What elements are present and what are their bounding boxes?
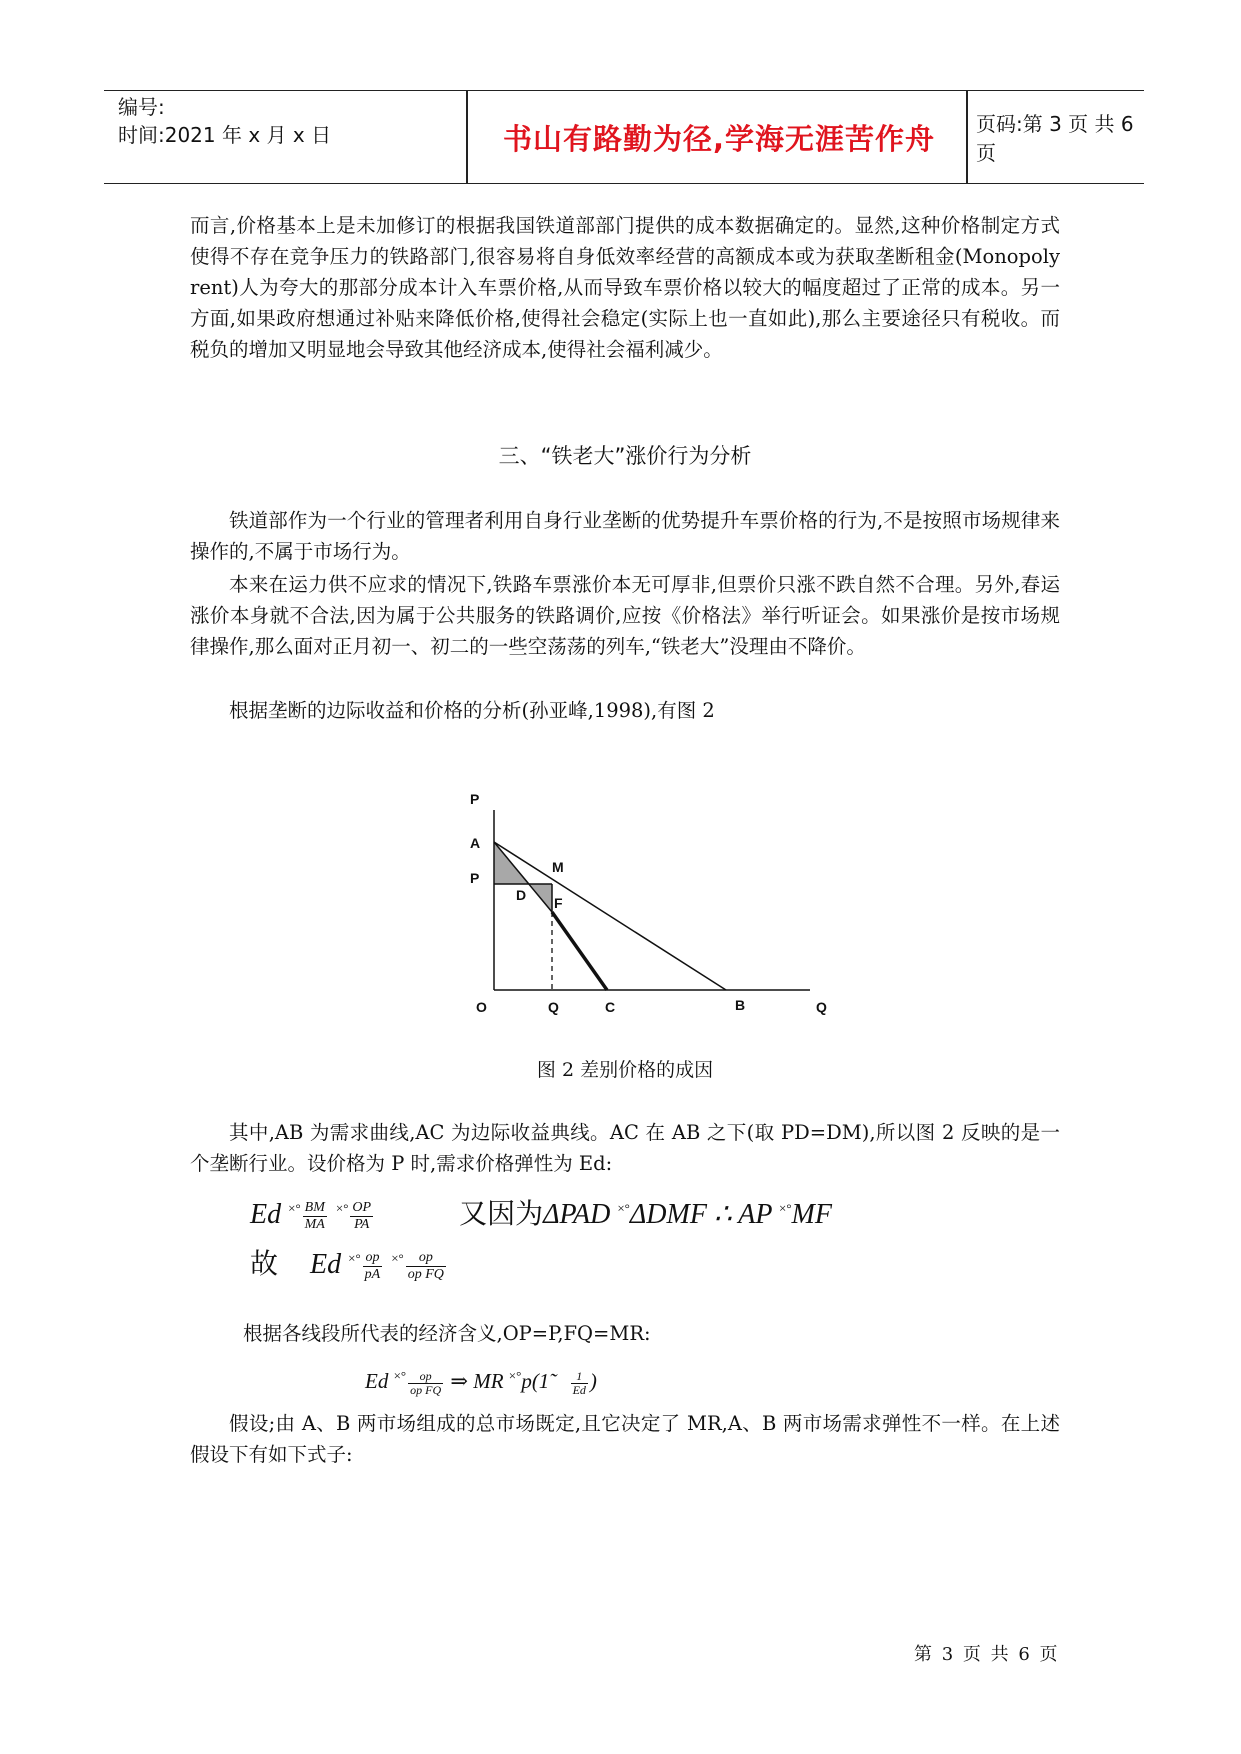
label-q-axis: Q xyxy=(816,999,827,1015)
f2-gu: 故 xyxy=(250,1247,279,1280)
f2-frac-op-opfq: $\frac{op}{\text{op FQ}}$ xyxy=(407,1250,444,1283)
f2-ed: Ed xyxy=(310,1249,342,1280)
formula-1 xyxy=(250,1192,832,1233)
label-f: F xyxy=(554,895,563,911)
label-d: D xyxy=(516,887,527,903)
paragraph-6: 根据各线段所代表的经济含义,OP=P,FQ=MR: xyxy=(243,1322,651,1345)
header-meta xyxy=(118,93,468,181)
f1-because: 又因为 xyxy=(459,1197,544,1230)
formula-3 xyxy=(365,1368,597,1397)
paragraph-1: 而言,价格基本上是未加修订的根据我国铁道部部门提供的成本数据确定的。显然,这种价格制定方式使得不存在竞争压力的铁路部门,很容易将自身低效率经营的高额成本或为获取垄断租金(Monopoly rent)人为夸大的那部分成本计入车票价格,从而导致车票价格以较大的幅度超过了正常的成本。另一方面,如果政府想通过补贴来降低价格,使得社会稳定(实际上也一直如此),那么主要途径只有税收。而税负的增加又明显地会导致其他经济成本,使得社会福利减少。 xyxy=(190,214,1060,361)
mr-curve-ac xyxy=(552,912,607,990)
label-c: C xyxy=(605,999,616,1015)
header-page-label: 页码:第 3 页 共 6 页 xyxy=(976,112,1134,165)
header-divider xyxy=(966,91,968,183)
time-label: 时间:2021 年 x 月 x 日 xyxy=(118,123,332,147)
label-a: A xyxy=(470,835,481,851)
label-q: Q xyxy=(548,999,559,1015)
demand-curve-ab xyxy=(494,842,726,990)
f1-frac-bm-ma: $\frac{BM}{MA}$ xyxy=(304,1200,325,1233)
f1-rel2: ΔDMF xyxy=(629,1199,707,1230)
f3-frac-1-ed: $\frac{1}{Ed}$ xyxy=(572,1368,586,1397)
f3-sym: ×° xyxy=(508,1368,522,1383)
f1-sym: ×° xyxy=(778,1200,792,1216)
figure-caption: 图 2 差别价格的成因 xyxy=(536,1059,714,1081)
header-motto: 书山有路勤为径,学海无涯苦作舟 xyxy=(502,121,936,156)
paragraph-2: 铁道部作为一个行业的管理者利用自身行业垄断的优势提升车票价格的行为,不是按照市场规律来操作的,不属于市场行为。 xyxy=(190,509,1060,563)
f1-sym: ×° xyxy=(335,1200,349,1216)
section-title: 三、“铁老大”涨价行为分析 xyxy=(498,444,752,468)
f3-frac-op-opfq: $\frac{op}{\text{op FQ}}$ xyxy=(410,1368,442,1397)
serial-label: 编号: xyxy=(118,95,165,119)
f2-sym: ×° xyxy=(348,1250,361,1266)
f1-ed: Ed xyxy=(250,1199,282,1230)
f1-frac-op-pa: $\frac{OP}{PA}$ xyxy=(352,1200,372,1233)
label-m: M xyxy=(552,859,564,875)
page-header xyxy=(104,90,1144,184)
formula-2 xyxy=(250,1242,448,1283)
f1-sym: ×° xyxy=(617,1200,630,1216)
header-divider xyxy=(466,91,468,183)
f3-ed: Ed xyxy=(365,1369,389,1393)
f1-rel: ΔPAD xyxy=(543,1199,611,1230)
label-p: P xyxy=(470,870,480,886)
paragraph-4: 根据垄断的边际收益和价格的分析(孙亚峰,1998),有图 2 xyxy=(229,699,715,722)
f2-sym: ×° xyxy=(391,1250,404,1266)
f1-therefore: ∴ AP xyxy=(713,1199,772,1230)
f3-sym: ×° xyxy=(393,1368,407,1383)
f3-implies: ⇒ MR xyxy=(450,1369,504,1393)
f1-sym: ×° xyxy=(288,1200,301,1216)
label-p-axis: P xyxy=(470,791,480,807)
paragraph-5: 其中,AB 为需求曲线,AC 为边际收益典线。AC 在 AB 之下(取 PD=DM),所以图 2 反映的是一个垄断行业。设价格为 P 时,需求价格弹性为 Ed: xyxy=(190,1121,1060,1175)
paragraph-7: 假设;由 A、B 两市场组成的总市场既定,且它决定了 MR,A、B 两市场需求弹性不一样。在上述假设下有如下式子: xyxy=(190,1412,1060,1466)
label-o: O xyxy=(476,999,487,1015)
f1-mf: MF xyxy=(791,1199,832,1230)
f3-close: ) xyxy=(589,1369,597,1393)
label-b: B xyxy=(735,997,746,1013)
f2-frac-op-pa: $\frac{op}{pA}$ xyxy=(364,1250,381,1283)
figure-2-diagram xyxy=(450,790,850,1030)
f3-p: p(1̃ xyxy=(521,1369,550,1393)
paragraph-3: 本来在运力供不应求的情况下,铁路车票涨价本无可厚非,但票价只涨不跌自然不合理。另外,春运涨价本身就不合法,因为属于公共服务的铁路调价,应按《价格法》举行听证会。如果涨价是按市场规律操作,那么面对正月初一、初二的一些空荡荡的列车,“铁老大”没理由不降价。 xyxy=(190,573,1060,658)
page-footer: 第 3 页 共 6 页 xyxy=(914,1644,1060,1665)
